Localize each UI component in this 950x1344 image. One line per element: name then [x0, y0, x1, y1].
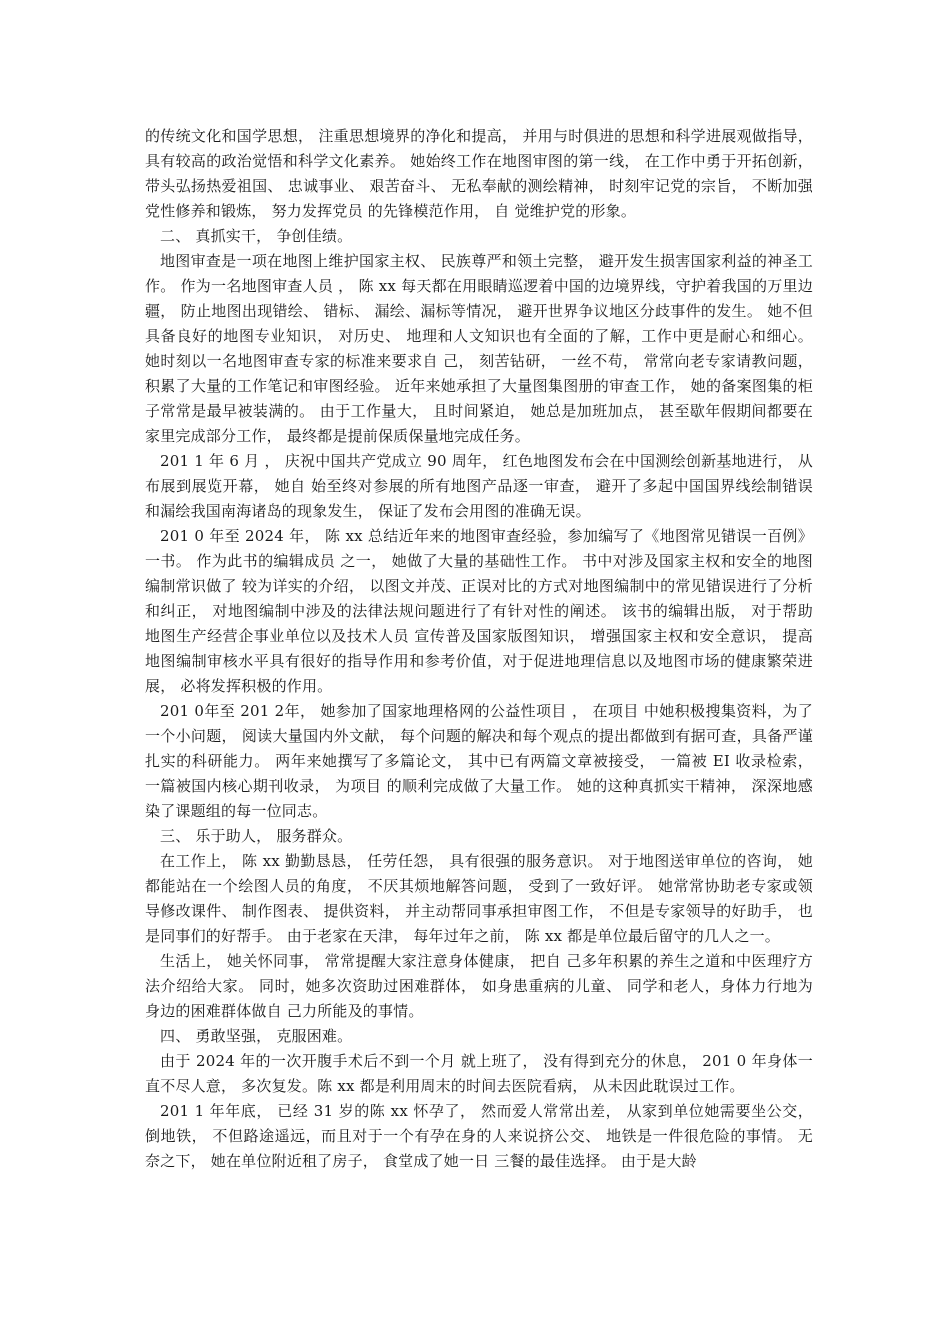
paragraph-6: 201 0年至 201 2年， 她参加了国家地理格网的公益性项目 ， 在项目 中她积极搜集资料，为了一个小问题， 阅读大量国内外文献， 每个问题的解决和每个观点的提出都做到有据可查，具备严谨扎实的科研能力。 两年来她撰写了多篇论文， 其中已有两篇文章被接受， 一篇被 EI 收录检索， 一篇被国内核心期刊收录， 为项目 的顺利完成做了大量工作。 她的这种真抓实干精神， 深深地感染了课题组的每一位同志。 — [145, 702, 813, 820]
paragraph-9: 生活上， 她关怀同事， 常常提醒大家注意身体健康， 把自 己多年积累的养生之道和中医理疗方法介绍给大家。 同时，她多次资助过困难群体， 如身患重病的儿童、 同学和老人，身体力行地为身边的困难群体做自 己力所能及的事情。 — [145, 952, 813, 1020]
paragraph-4: 201 1 年 6 月 ， 庆祝中国共产党成立 90 周年， 红色地图发布会在中国测绘创新基地进行， 从布展到展览开幕， 她自 始至终对参展的所有地图产品逐一审查， 避开了多起中国国界线绘制错误和漏绘我国南海诸岛的现象发生， 保证了发布会用图的准确无误。 — [145, 452, 813, 520]
section-heading-4: 四、 勇敢坚强， 克服困难。 — [160, 1027, 353, 1045]
document-page — [145, 124, 813, 1174]
paragraph-1: 的传统文化和国学思想， 注重思想境界的净化和提高， 并用与时俱进的思想和科学进展观做指导， 具有较高的政治觉悟和科学文化素养。 她始终工作在地图审图的第一线， 在工作中勇于开拓创新， 带头弘扬热爱祖国、 忠诚事业、 艰苦奋斗、 无私奉献的测绘精神， 时刻牢记党的宗旨， 不断加强党性修养和锻炼， 努力发挥党员 的先锋模范作用， 自 觉维护党的形象。 — [145, 127, 813, 220]
paragraph-8: 在工作上， 陈 xx 勤勤恳恳， 任劳任怨， 具有很强的服务意识。 对于地图送审单位的咨询， 她都能站在一个绘图人员的角度， 不厌其烦地解答问题， 受到了一致好评。 她常常协助老专家或领导修改课件、 制作图表、 提供资料， 并主动帮同事承担审图工作， 不但是专家领导的好助手， 也是同事们的好帮手。 由于老家在天津， 每年过年之前， 陈 xx 都是单位最后留守的几人之一。 — [145, 852, 813, 945]
section-heading-2: 二、 真抓实干， 争创佳绩。 — [160, 227, 353, 245]
paragraph-11: 由于 2024 年的一次开腹手术后不到一个月 就上班了， 没有得到充分的休息， 201 0 年身体一直不尽人意， 多次复发。陈 xx 都是利用周末的时间去医院看病， 从未因此耽误过工作。 — [145, 1052, 813, 1095]
paragraph-5: 201 0 年至 2024 年， 陈 xx 总结近年来的地图审查经验，参加编写了《地图常见错误一百例》 一书。 作为此书的编辑成员 之一， 她做了大量的基础性工作。 书中对涉及国家主权和安全的地图编制常识做了 较为详实的介绍， 以图文并茂、正误对比的方式对地图编制中的常见错误进行了分析和纠正， 对地图编制中涉及的法律法规问题进行了有针对性的阐述。 该书的编辑出版， 对于帮助地图生产经营企事业单位以及技术人员 宣传普及国家版图知识， 增强国家主权和安全意识， 提高地图编制审核水平具有很好的指导作用和参考价值，对于促进地理信息以及地图市场的健康繁荣进展， 必将发挥积极的作用。 — [145, 527, 813, 695]
paragraph-3: 地图审查是一项在地图上维护国家主权、 民族尊严和领土完整， 避开发生损害国家利益的神圣工作。 作为一名地图审查人员 ， 陈 xx 每天都在用眼睛巡逻着中国的边境界线，守护着我国的万里边疆， 防止地图出现错绘、 错标、 漏绘、漏标等情况， 避开世界争议地区分歧事件的发生。 她不但具备良好的地图专业知识， 对历史、 地理和人文知识也有全面的了解，工作中更是耐心和细心。 她时刻以一名地图审查专家的标准来要求自 己， 刻苦钻研， 一丝不苟， 常常向老专家请教问题， 积累了大量的工作笔记和审图经验。 近年来她承担了大量图集图册的审查工作， 她的备案图集的柜子常常是最早被装满的。 由于工作量大， 且时间紧迫， 她总是加班加点， 甚至歇年假期间都要在家里完成部分工作， 最终都是提前保质保量地完成任务。 — [145, 252, 813, 445]
section-heading-3: 三、 乐于助人， 服务群众。 — [160, 827, 353, 845]
paragraph-12: 201 1 年年底， 已经 31 岁的陈 xx 怀孕了， 然而爱人常常出差， 从家到单位她需要坐公交， 倒地铁， 不但路途遥远，而且对于一个有孕在身的人来说挤公交、 地铁是一件很危险的事情。 无奈之下， 她在单位附近租了房子， 食堂成了她一日 三餐的最佳选择。 由于是大龄 — [145, 1102, 813, 1170]
